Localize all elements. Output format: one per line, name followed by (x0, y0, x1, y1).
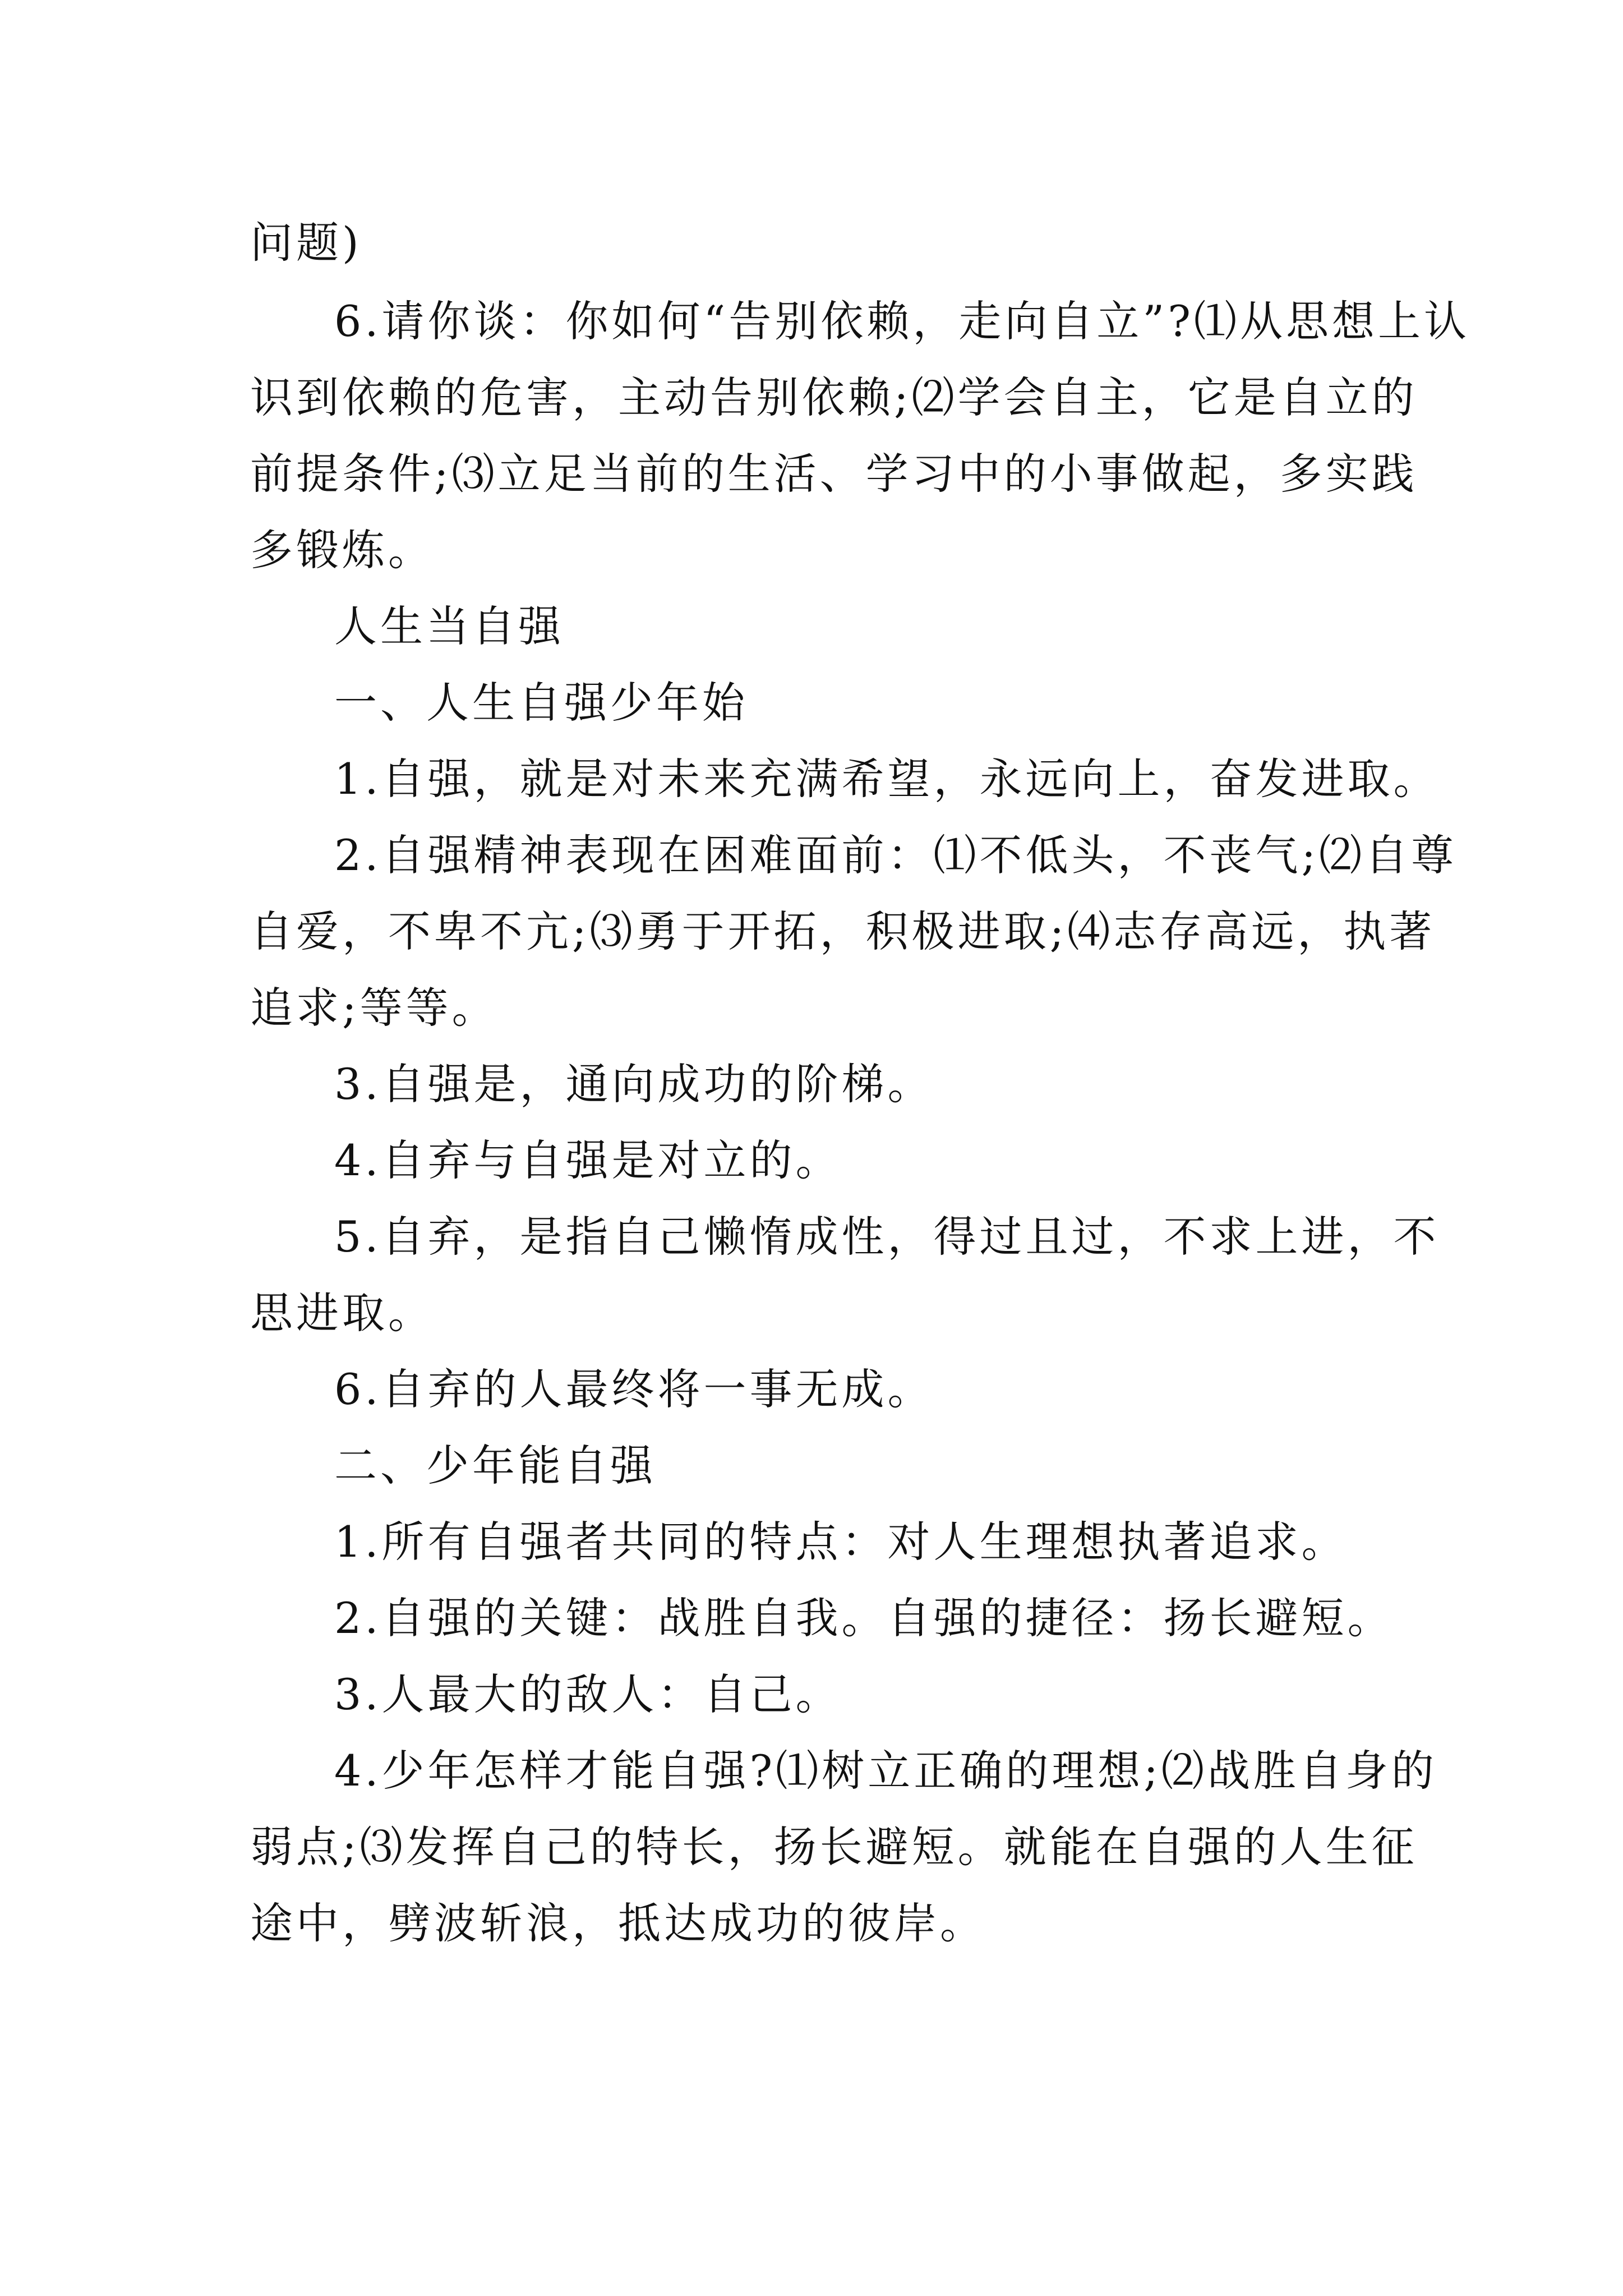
text-line-3: 识到依赖的危害，主动告别依赖;⑵学会自主，它是自立的 (250, 372, 1418, 422)
text-line-19: 2.自强的关键：战胜自我。自强的捷径：扬长避短。 (334, 1593, 1394, 1643)
text-line-23: 途中，劈波斩浪，抵达成功的彼岸。 (250, 1898, 986, 1948)
text-line-9: 2.自强精神表现在困难面前：⑴不低头，不丧气;⑵自尊 (334, 830, 1458, 880)
text-line-21: 4.少年怎样才能自强?⑴树立正确的理想;⑵战胜自身的 (334, 1746, 1437, 1796)
text-line-2: 6.请你谈：你如何“告别依赖，走向自立”?⑴从思想上认 (334, 296, 1470, 346)
text-line-11: 追求;等等。 (250, 983, 498, 1033)
text-line-8: 1.自强，就是对未来充满希望，永远向上，奋发进取。 (334, 754, 1440, 804)
text-line-16: 6.自弃的人最终将一事无成。 (334, 1364, 934, 1414)
heading-part-1: 一、人生自强少年始 (334, 678, 748, 728)
section-title: 人生当自强 (334, 601, 564, 651)
text-line-1: 问题) (250, 218, 362, 268)
text-line-5: 多锻炼。 (250, 525, 434, 575)
text-line-22: 弱点;⑶发挥自己的特长，扬长避短。就能在自强的人生征 (250, 1822, 1418, 1872)
text-line-13: 4.自弃与自强是对立的。 (334, 1135, 842, 1185)
text-line-4: 前提条件;⑶立足当前的生活、学习中的小事做起，多实践 (250, 449, 1418, 499)
text-line-15: 思进取。 (250, 1288, 434, 1338)
heading-part-2: 二、少年能自强 (334, 1441, 656, 1490)
document-page (250, 0, 1470, 2296)
text-line-18: 1.所有自强者共同的特点：对人生理想执著追求。 (334, 1517, 1348, 1567)
text-line-12: 3.自强是，通向成功的阶梯。 (334, 1059, 934, 1109)
text-line-14: 5.自弃，是指自己懒惰成性，得过且过，不求上进，不 (334, 1212, 1440, 1262)
text-line-20: 3.人最大的敌人：自己。 (334, 1669, 842, 1719)
text-line-10: 自爱，不卑不亢;⑶勇于开拓，积极进取;⑷志存高远，执著 (250, 907, 1436, 956)
